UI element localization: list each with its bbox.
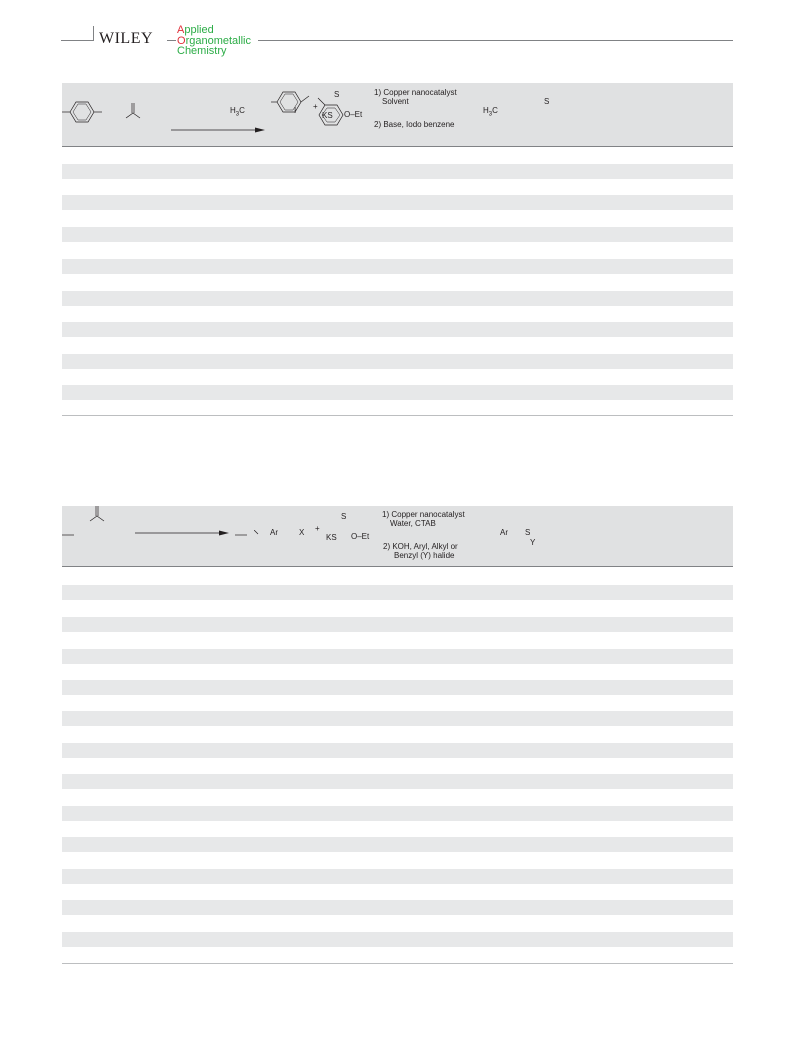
bond-line bbox=[235, 534, 249, 536]
table-row bbox=[62, 837, 733, 852]
table-row bbox=[62, 291, 733, 306]
table-row bbox=[62, 649, 733, 664]
product-methyl-label: $H_3C$ bbox=[483, 106, 498, 118]
aryl-label: Ar bbox=[270, 528, 278, 537]
halide-x-label: X bbox=[299, 528, 305, 537]
oet-label: O–Et bbox=[351, 532, 370, 541]
condition-step-2: 2) Base, Iodo benzene bbox=[374, 120, 455, 129]
table-row bbox=[62, 711, 733, 726]
ks-label: KS bbox=[326, 533, 337, 542]
table-row bbox=[62, 680, 733, 695]
condition-step-2: 2) KOH, Aryl, Alkyl or bbox=[383, 542, 458, 551]
table-row bbox=[62, 900, 733, 915]
thione-s-label: S bbox=[334, 90, 340, 99]
product-y-label: Y bbox=[530, 538, 536, 547]
table-2 bbox=[62, 506, 733, 966]
benzene-ring-icon bbox=[62, 93, 112, 133]
table-row bbox=[62, 932, 733, 947]
reactant-methyl-label: $H_3C$ bbox=[230, 106, 245, 118]
table-row bbox=[62, 385, 733, 400]
table-bottom-rule bbox=[62, 415, 733, 416]
table-row bbox=[62, 869, 733, 884]
iodide-label: I bbox=[294, 106, 297, 115]
condition-benzyl-halide: Benzyl (Y) halide bbox=[394, 551, 455, 560]
reaction-arrow-icon bbox=[171, 127, 267, 133]
condition-water-ctab: Water, CTAB bbox=[390, 519, 436, 528]
header-rule bbox=[167, 40, 176, 41]
table-row bbox=[62, 164, 733, 179]
table-row bbox=[62, 354, 733, 369]
table-row bbox=[62, 774, 733, 789]
reaction-scheme-band bbox=[62, 506, 733, 567]
header-rule bbox=[258, 40, 733, 41]
table-bottom-rule bbox=[62, 963, 733, 964]
plus-sign: + bbox=[315, 524, 320, 533]
oet-label: O–Et bbox=[344, 110, 363, 119]
xanthate-bonds-icon bbox=[116, 103, 166, 133]
table-row bbox=[62, 617, 733, 632]
xanthate-bonds-icon bbox=[80, 506, 130, 536]
reaction-scheme-band bbox=[62, 83, 733, 147]
condition-step-1: 1) Copper nanocatalyst bbox=[374, 88, 457, 97]
product-sulfur-label: S bbox=[525, 528, 531, 537]
header-rule bbox=[61, 40, 94, 41]
thione-s-label: S bbox=[341, 512, 347, 521]
product-aryl-label: Ar bbox=[500, 528, 508, 537]
journal-title: Applied Organometallic Chemistry bbox=[177, 24, 251, 57]
ks-label: KS bbox=[322, 111, 333, 120]
table-row bbox=[62, 743, 733, 758]
condition-solvent: Solvent bbox=[382, 97, 409, 106]
bond-line bbox=[254, 530, 260, 536]
table-row bbox=[62, 322, 733, 337]
table-row bbox=[62, 806, 733, 821]
bond-line bbox=[62, 534, 76, 536]
product-sulfur-label: S bbox=[544, 97, 550, 106]
table-row bbox=[62, 227, 733, 242]
header-tick bbox=[93, 26, 94, 41]
table-row bbox=[62, 195, 733, 210]
publisher-logo: WILEY bbox=[99, 30, 154, 47]
table-1 bbox=[62, 83, 733, 417]
condition-step-1: 1) Copper nanocatalyst bbox=[382, 510, 465, 519]
table-row bbox=[62, 259, 733, 274]
reaction-arrow-icon bbox=[135, 530, 231, 536]
table-row bbox=[62, 585, 733, 600]
plus-sign: + bbox=[313, 102, 318, 111]
